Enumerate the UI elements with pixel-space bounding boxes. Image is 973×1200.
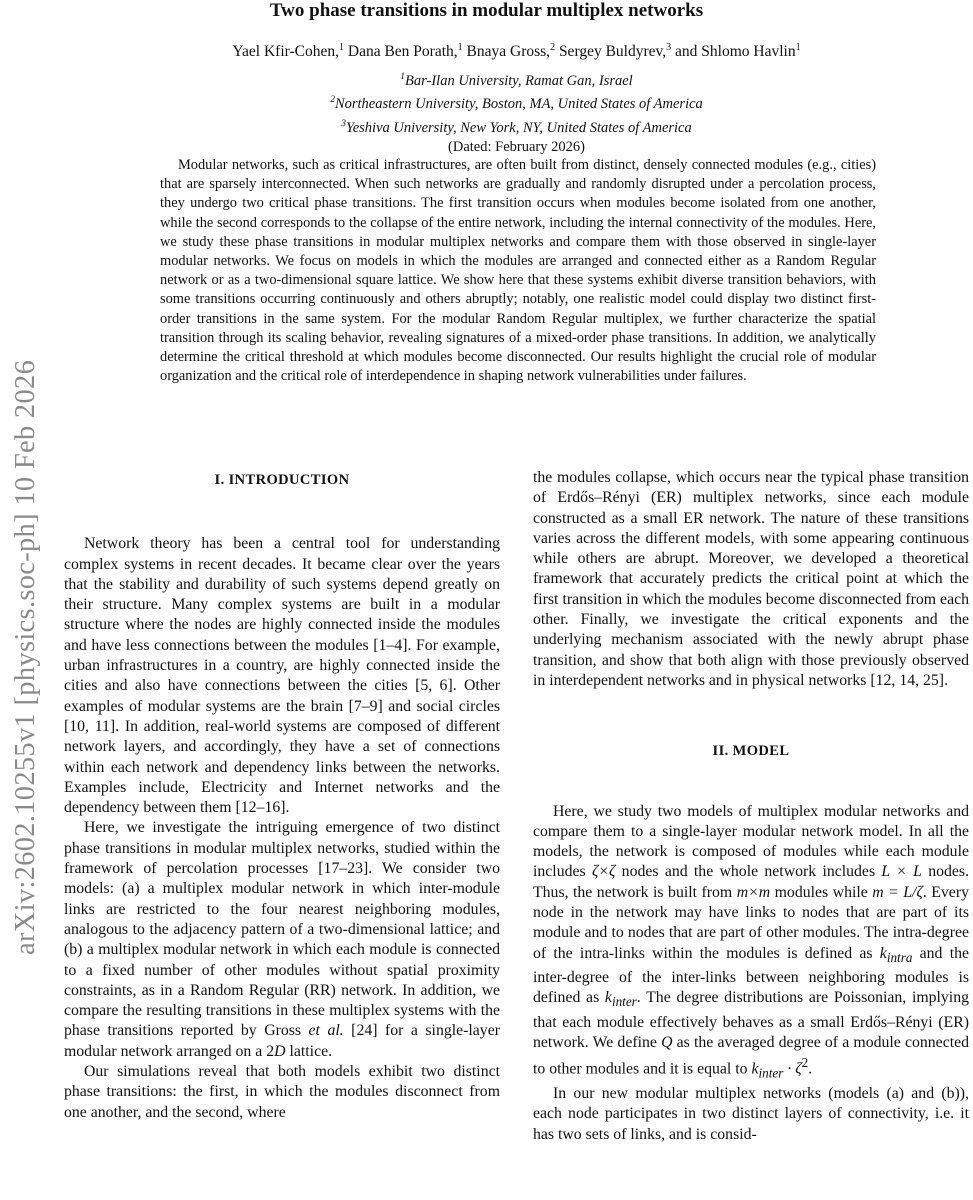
- affiliation-line: [60, 68, 973, 91]
- text-run: and the inter-degree of the inter-links between neighboring modules is defined as: [533, 944, 969, 1007]
- math-symbol: k: [604, 989, 612, 1007]
- math-symbol: D: [274, 1042, 286, 1060]
- paragraph: Our simulations reveal that both models exhibit two distinct phase transitions: the first, in which the modules disconnect from one another, and the second, where: [64, 1063, 500, 1121]
- affiliation-line: [60, 91, 973, 114]
- math-symbol: L × L: [881, 863, 922, 881]
- paragraph: the modules collapse, which occurs near the typical phase transition of Erdős–Rényi (ER) multiplex networks, since each module constructed as a small ER network. The nature of these transitions varies across the different models, with some appearing continuous while others are abrupt. Moreover, we developed a theoretical framework that accurately predicts the critical point at which the first transition in which the modules become disconnected from each other. Finally, we investigate the critical exponents and the underlying mechanism associated with the newly abrupt phase transition, and show that both align with those previously observed in interdependent networks and in physical networks [12, 14, 25].: [533, 469, 969, 689]
- paper-title: Two phase transitions in modular multiplex networks: [269, 0, 704, 21]
- author-name: Yael Kfir-Cohen,: [232, 43, 340, 61]
- section-heading-introduction: I. INTRODUCTION: [214, 472, 350, 488]
- text-run: nodes and the whole network includes: [615, 863, 882, 881]
- text-run: [24] for a single-layer modular network arranged on a 2: [64, 1022, 500, 1060]
- text-run: Here, we investigate the intriguing emergence of two distinct phase transitions in modular multiplex networks, studied within the framework of percolation processes [17–23]. We consider two models: (a) a multiplex modular network in which inter-module links are restricted to the four nearest neighboring modules, analogous to the adjacency pattern of a two-dimensional lattice; and (b) a multiplex modular network in which each module is connected to a fixed number of other modules without spatial proximity constraints, as in a Random Regular (RR) network. In addition, we compare the resulting transitions in these multiplex systems with the phase transitions reported by Gross: [64, 819, 500, 1040]
- affiliation-block: [60, 68, 973, 157]
- abstract: [160, 156, 876, 386]
- text-run: Here, we study two models of multiplex modular networks and compare them to a single-layer modular network model. In all the models, the network is composed of modules while each module includes: [533, 802, 969, 881]
- section-heading-model: II. MODEL: [712, 743, 790, 760]
- affiliation-text: Bar-Ilan University, Ramat Gan, Israel: [405, 72, 633, 89]
- author-name: Bnaya Gross,: [466, 43, 551, 61]
- math-symbol: ζ×ζ: [591, 863, 616, 881]
- math-superscript: 2: [801, 1055, 809, 1071]
- affiliation-line: [60, 115, 973, 138]
- math-symbol: Q: [661, 1034, 673, 1052]
- math-symbol: k: [879, 944, 887, 962]
- math-symbol: k: [751, 1060, 759, 1078]
- math-symbol: · ζ: [783, 1060, 802, 1078]
- math-symbol: m×m: [736, 883, 771, 901]
- author-name: Dana Ben Porath,: [347, 43, 458, 61]
- paragraph: [64, 818, 500, 1062]
- affiliation-mark: 2: [330, 95, 335, 106]
- text-run: lattice.: [285, 1042, 333, 1060]
- author-affiliation-mark: 3: [666, 42, 672, 53]
- affiliation-mark: 3: [341, 118, 346, 129]
- right-column: [533, 468, 969, 1145]
- arxiv-identifier-stamp[interactable]: arXiv:2602.10255v1 [physics.soc-ph] 10 Feb 2026: [10, 359, 41, 955]
- paragraph: [533, 802, 969, 1085]
- math-subscript: inter: [758, 1065, 784, 1081]
- affiliation-text: Yeshiva University, New York, NY, United States of America: [346, 119, 692, 136]
- affiliation-mark: 1: [400, 72, 406, 82]
- dated-line: (Dated: February 2026): [448, 138, 585, 155]
- text-run: as the averaged degree of a module connected to other modules and it is equal to: [533, 1034, 969, 1078]
- author-name: Sergey Buldyrev,: [558, 43, 667, 61]
- author-affiliation-mark: 1: [795, 42, 801, 53]
- paragraph: Network theory has been a central tool for understanding complex systems in recent decades. It became clear over the years that the stability and durability of such systems depend greatly on their structure. Many complex systems are built in a modular structure where the nodes are highly connected inside the modules and have less connections between the modules [1–4]. For example, urban infrastructures in a country, are highly connected inside the cities and also have connections between the cities [5, 6]. Other examples of modular systems are the brain [7–9] and social circles [10, 11]. In addition, real-world systems are composed of different network layers, and accordingly, they have a set of connections within each network and dependency links between the networks. Examples include, Electricity and Internet networks and the dependency between them [12–16].: [64, 535, 500, 817]
- author-affiliation-mark: 1: [457, 42, 463, 53]
- et-al: et al.: [308, 1022, 344, 1040]
- affiliation-text: Northeastern University, Boston, MA, United States of America: [334, 96, 703, 113]
- text-run: modules while: [770, 883, 873, 901]
- author-affiliation-mark: 2: [550, 42, 556, 53]
- paragraph: In our new modular multiplex networks (models (a) and (b)), each node participates in two distinct layers of connectivity, i.e. it has two sets of links, and is consid-: [533, 1085, 969, 1143]
- author-list: [60, 42, 973, 61]
- author-name: and Shlomo Havlin: [675, 43, 796, 61]
- math-subscript: inter: [611, 994, 637, 1010]
- abstract-text: Modular networks, such as critical infrastructures, are often built from distinct, densely connected modules (e.g., cities) that are sparsely interconnected. When such networks are gradually and randomly disrupted under a percolation process, they undergo two critical phase transitions. The first transition occurs when modules become isolated from one another, while the second corresponds to the collapse of the entire network, including the internal connectivity of the modules. Here, we study these phase transitions in modular multiplex networks and compare them with those observed in single-layer modular networks. We focus on models in which the modules are arranged and connected either as a Random Regular network or as a two-dimensional square lattice. We show here that these systems exhibit diverse transition behaviors, with some transitions occurring continuously and others abruptly; notably, one realistic model could display two distinct first-order transitions in the same system. For the modular Random Regular multiplex, we further characterize the spatial transition through its scaling behavior, revealing signatures of a mixed-order phase transitions. In addition, we analytically determine the critical threshold at which modules become disconnected. Our results highlight the crucial role of modular organization and the critical role of interdependence in shaping network vulnerabilities under failures.: [160, 157, 876, 385]
- text-run: .: [808, 1060, 813, 1078]
- math-subscript: intra: [886, 949, 913, 965]
- text-run: nodes. Thus, the network is built from: [533, 863, 970, 901]
- text-run: . The degree distributions are Poissonian, implying that each module effectively behaves as a small Erdős–Rényi (ER) network. We define: [533, 989, 969, 1052]
- text-run: . Every node in the network may have links to nodes that are part of its module and to nodes that are part of other modules. The intra-degree of the intra-links within the modules is defined as: [533, 883, 969, 962]
- left-column: [64, 470, 500, 1123]
- math-symbol: m = L/ζ: [872, 883, 923, 901]
- author-affiliation-mark: 1: [339, 42, 345, 53]
